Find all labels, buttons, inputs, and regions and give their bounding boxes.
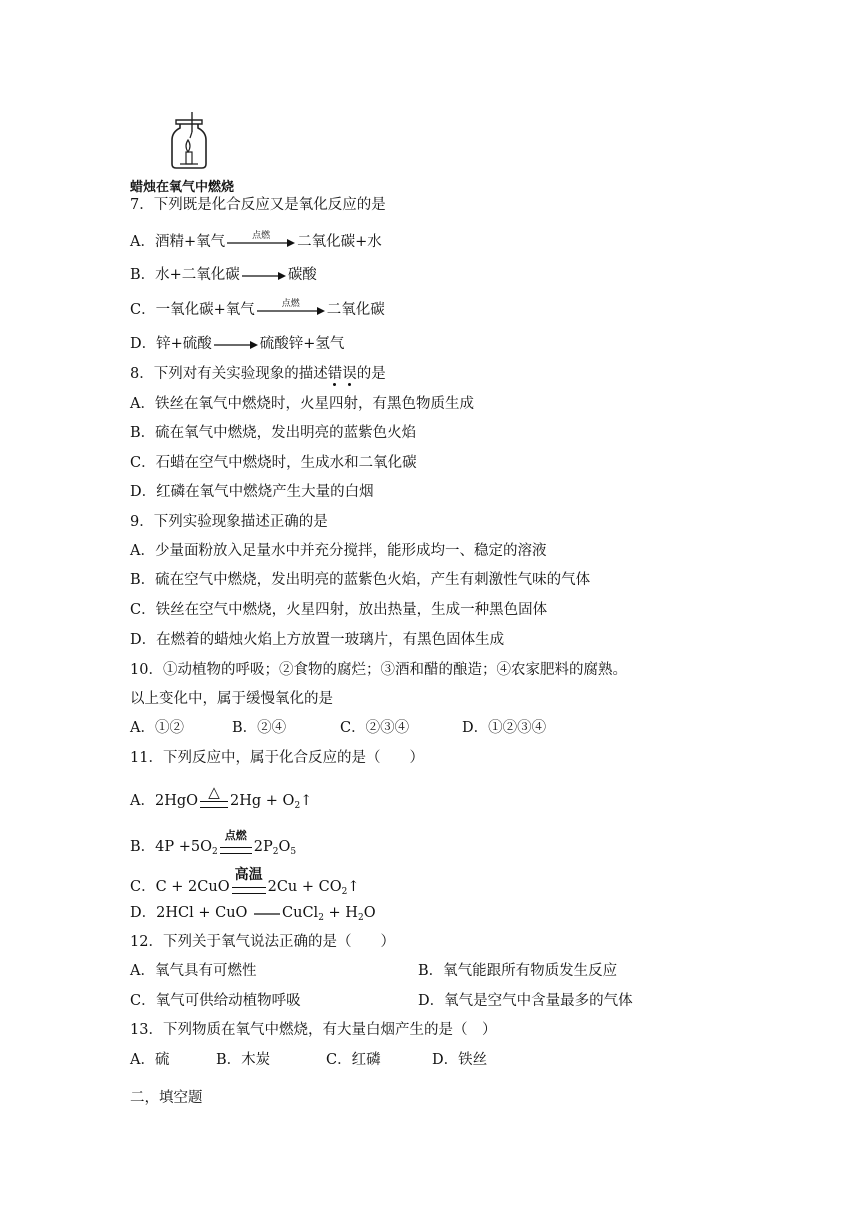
q11-a-reactant: A．2HgO [130, 793, 199, 809]
q12-option-d: D．氧气是空气中含量最多的气体 [418, 993, 633, 1009]
q11-d-reactants: D．2HCl + CuO [130, 905, 253, 921]
q8-emphasis-char: 误 [342, 366, 357, 382]
reaction-arrow-icon [227, 232, 295, 252]
gas-arrow: ↑ [347, 879, 360, 895]
q9-option-c: C．铁丝在空气中燃烧，火星四射，放出热量，生成一种黑色固体 [130, 602, 548, 618]
q8-option-b: B．硫在氧气中燃烧，发出明亮的蓝紫色火焰 [130, 425, 417, 441]
reaction-arrow-icon [214, 334, 258, 354]
q7-option-b [130, 265, 317, 285]
q7-b-reactants: B．水+二氧化碳 [130, 267, 240, 283]
q8-stem-text: 8．下列对有关实验现象的描述 [130, 366, 328, 382]
q13-option-b: B．木炭 [216, 1052, 271, 1068]
q11-b-product: 2P [253, 839, 273, 855]
q12-option-c: C．氧气可供给动植物呼吸 [130, 993, 301, 1009]
subscript: 2 [341, 887, 348, 897]
q11-option-a [130, 783, 313, 816]
q9-option-b: B．硫在空气中燃烧，发出明亮的蓝紫色火焰，产生有刺激性气味的气体 [130, 572, 591, 588]
q10-stem-line1: 10．①动植物的呼吸；②食物的腐烂；③酒和醋的酿造；④农家肥料的腐熟。 [130, 662, 627, 678]
q8-emphasis-char: 错 [327, 366, 343, 382]
q8-option-c: C．石蜡在空气中燃烧时，生成水和二氧化碳 [130, 455, 417, 471]
reaction-condition: 高温 [234, 867, 263, 883]
q11-d-product-o: O [363, 905, 376, 921]
q7-option-a [130, 232, 382, 252]
q9-option-a: A．少量面粉放入足量水中并充分搅拌，能形成均一、稳定的溶液 [130, 543, 547, 559]
figure-caption: 蜡烛在氧气中燃烧 [130, 180, 235, 195]
q10-option-a: A．①② [130, 720, 184, 736]
q10-option-d: D．①②③④ [462, 720, 547, 736]
q13-option-d: D．铁丝 [432, 1052, 488, 1068]
q11-option-d [130, 903, 376, 928]
reaction-arrow-icon [257, 300, 325, 320]
q11-d-product: CuCl [282, 905, 319, 921]
subscript: 2 [357, 913, 364, 923]
reaction-condition: 点燃 [252, 231, 271, 241]
q10-option-b: B．②④ [232, 720, 287, 736]
q7-option-c [130, 300, 385, 320]
q7-b-products: 碳酸 [287, 267, 317, 283]
q7-c-products: 二氧化碳 [326, 302, 385, 318]
subscript: 2 [212, 847, 218, 857]
q13-stem: 13．下列物质在氧气中燃烧，有大量白烟产生的是（ ） [130, 1022, 497, 1038]
q7-c-reactants: C．一氧化碳+氧气 [130, 302, 255, 318]
q7-a-reactants: A．酒精+氧气 [130, 234, 226, 250]
reaction-condition: △ [208, 783, 220, 801]
q11-option-b [130, 829, 297, 862]
q7-a-products: 二氧化碳+水 [297, 234, 382, 250]
q12-stem: 12．下列关于氧气说法正确的是（ ） [130, 934, 395, 950]
q11-d-product-2: + H [323, 905, 358, 921]
q10-option-c: C．②③④ [340, 720, 410, 736]
q7-option-d [130, 334, 344, 354]
q11-b-reactants: B．4P +5O [130, 839, 213, 855]
gas-arrow: ↑ [300, 793, 313, 809]
q11-option-c [130, 867, 360, 902]
q12-options-row1 [130, 961, 618, 981]
equals-sign-icon [232, 867, 266, 900]
q11-stem: 11．下列反应中，属于化合反应的是（ ） [130, 750, 424, 766]
q9-option-d: D．在燃着的蜡烛火焰上方放置一玻璃片，有黑色固体生成 [130, 632, 505, 648]
equals-sign-icon [220, 829, 252, 860]
q11-c-products: 2Cu + CO [267, 879, 342, 895]
q8-stem [130, 364, 386, 384]
q7-d-products: 硫酸锌+氢气 [259, 336, 345, 352]
q11-a-products: 2Hg + O [230, 793, 295, 809]
candle-jar-figure [166, 110, 212, 172]
q13-option-a: A．硫 [130, 1052, 170, 1068]
subscript: 2 [294, 801, 301, 811]
q8-option-a: A．铁丝在氧气中燃烧时，火星四射，有黑色物质生成 [130, 396, 474, 412]
equals-sign-icon [200, 783, 228, 814]
q11-c-reactants: C．C + 2CuO [130, 879, 230, 895]
q12-options-row2 [130, 991, 633, 1011]
q8-option-d: D．红磷在氧气中燃烧产生大量的白烟 [130, 484, 374, 500]
reaction-condition: 点燃 [281, 299, 300, 309]
q11-b-product-o: O [278, 839, 291, 855]
q7-d-reactants: D．锌+硫酸 [130, 336, 212, 352]
section-title: 二，填空题 [130, 1090, 203, 1106]
q12-option-b: B．氧气能跟所有物质发生反应 [418, 963, 618, 979]
reaction-line-icon [254, 903, 280, 923]
subscript: 5 [290, 847, 297, 857]
q8-stem-end: 的是 [356, 366, 386, 382]
subscript: 2 [272, 847, 279, 857]
reaction-arrow-icon [242, 265, 286, 285]
q10-stem-line2: 以上变化中，属于缓慢氧化的是 [130, 691, 333, 707]
reaction-condition: 点燃 [224, 829, 247, 842]
subscript: 2 [318, 913, 324, 923]
q7-stem: 7．下列既是化合反应又是氧化反应的是 [130, 197, 386, 213]
q13-option-c: C．红磷 [326, 1052, 381, 1068]
q9-stem: 9．下列实验现象描述正确的是 [130, 514, 328, 530]
q12-option-a: A．氧气具有可燃性 [130, 963, 257, 979]
